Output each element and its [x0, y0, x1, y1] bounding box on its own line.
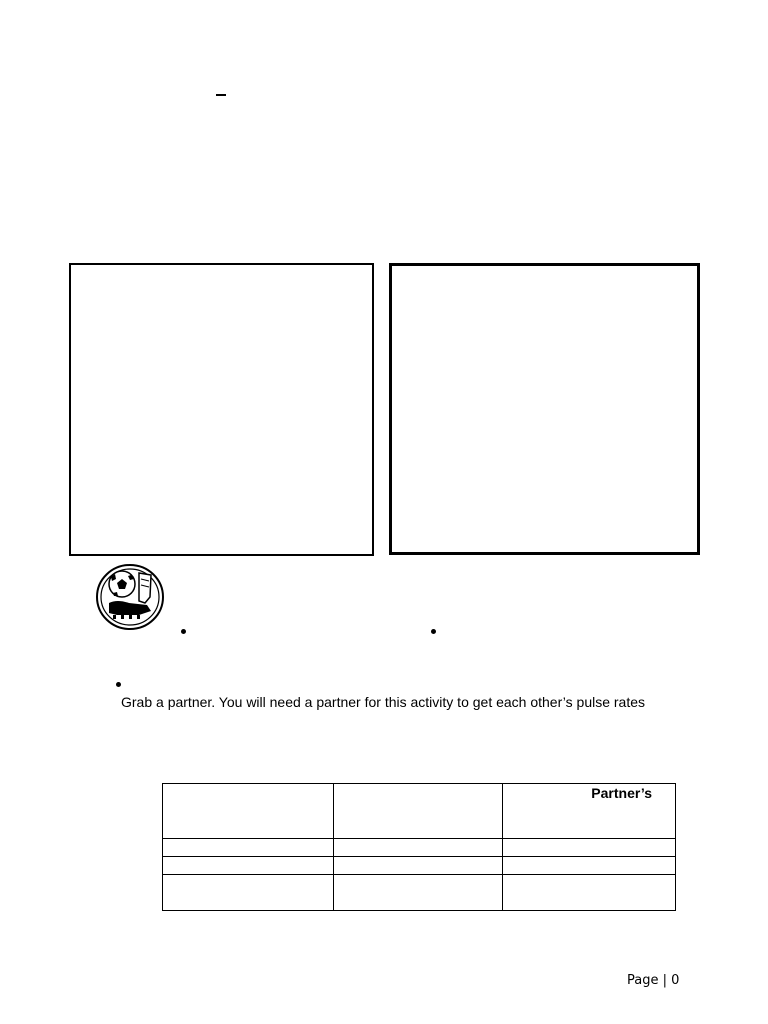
- table-header-row: [163, 784, 676, 839]
- page-number: Page | 0: [627, 973, 680, 988]
- table-row: [163, 839, 676, 857]
- table-cell[interactable]: [334, 875, 503, 911]
- table-cell[interactable]: [503, 875, 676, 911]
- table-cell[interactable]: [334, 857, 503, 875]
- table-cell[interactable]: [503, 839, 676, 857]
- table-cell[interactable]: [163, 839, 334, 857]
- table-cell[interactable]: [163, 875, 334, 911]
- right-answer-box: [389, 263, 700, 555]
- table-header-cell: Partner’s: [503, 784, 676, 839]
- table-row: [163, 875, 676, 911]
- table-header-cell: [163, 784, 334, 839]
- table-cell[interactable]: [334, 839, 503, 857]
- instruction-text: Grab a partner. You will need a partner for this activity to get each other’s pulse rates: [121, 694, 646, 710]
- bullet-point: [431, 629, 436, 634]
- pulse-rate-table: [162, 783, 676, 911]
- table-row: [163, 857, 676, 875]
- bullet-point: [116, 682, 121, 687]
- bullet-point: [181, 629, 186, 634]
- left-answer-box: [69, 263, 374, 556]
- soccer-ball-and-shoe-emblem-icon: [95, 563, 166, 631]
- table-header-cell: [334, 784, 503, 839]
- table-cell[interactable]: [503, 857, 676, 875]
- table-cell[interactable]: [163, 857, 334, 875]
- title-dash: [216, 94, 226, 96]
